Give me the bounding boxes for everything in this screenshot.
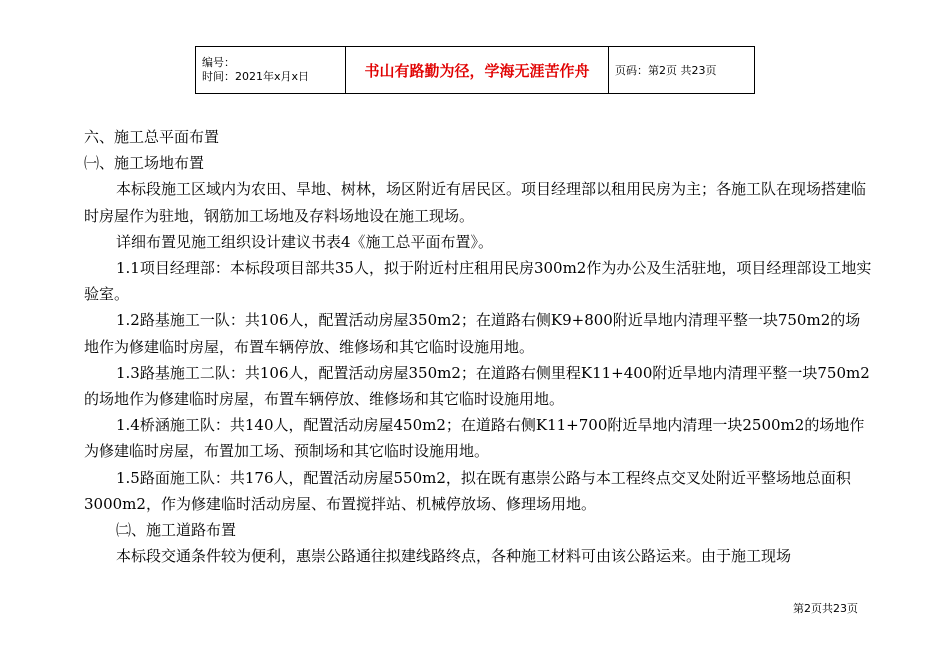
paragraph: 1.5路面施工队：共176人，配置活动房屋550m2，拟在既有惠崇公路与本工程终点交叉处附近平整场地总面积3000m2，作为修建临时活动房屋、布置搅拌站、机械停放场、修理场用地。 — [84, 468, 851, 513]
section-title: 六、施工总平面布置 — [84, 128, 220, 146]
header-meta-cell — [196, 47, 346, 94]
document-body — [84, 124, 874, 569]
header-table — [195, 46, 755, 94]
subsection-title-site: ㈠、施工场地布置 — [84, 154, 205, 173]
paragraph: 本标段施工区域内为农田、旱地、树林，场区附近有居民区。项目经理部以租用民房为主；各施工队在现场搭建临时房屋作为驻地，钢筋加工场地及存料场地设在施工现场。 — [84, 180, 867, 225]
paragraph: 1.3路基施工二队：共106人，配置活动房屋350m2；在道路右侧里程K11+400附近旱地内清理平整一块750m2的场地作为修建临时房屋，布置车辆停放、维修场和其它临时设施用地。 — [84, 363, 870, 409]
paragraph: 本标段交通条件较为便利，惠崇公路通往拟建线路终点，各种施工材料可由该公路运来。由于施工现场 — [116, 547, 792, 566]
subsection-title-road: ㈡、施工道路布置 — [116, 521, 237, 540]
serial-label: 编号： — [202, 56, 235, 69]
page-footer: 第2页共23页 — [793, 602, 858, 615]
header-page-code: 页码：第2页 共23页 — [609, 47, 755, 94]
time-label: 时间：2021年x月x日 — [202, 70, 310, 83]
header-motto: 书山有路勤为径，学海无涯苦作舟 — [346, 47, 609, 94]
paragraph: 1.2路基施工一队：共106人，配置活动房屋350m2；在道路右侧K9+800附近旱地内清理平整一块750m2的场地作为修建临时房屋，布置车辆停放、维修场和其它临时设施用地。 — [84, 311, 861, 356]
paragraph: 详细布置见施工组织设计建议书表4《施工总平面布置》。 — [116, 232, 494, 251]
paragraph: 1.4桥涵施工队：共140人，配置活动房屋450m2；在道路右侧K11+700附近旱地内清理一块2500m2的场地作为修建临时房屋，布置加工场、预制场和其它临时设施用地。 — [84, 416, 865, 461]
paragraph: 1.1项目经理部：本标段项目部共35人，拟于附近村庄租用民房300m2作为办公及生活驻地，项目经理部设工地实验室。 — [84, 259, 872, 304]
